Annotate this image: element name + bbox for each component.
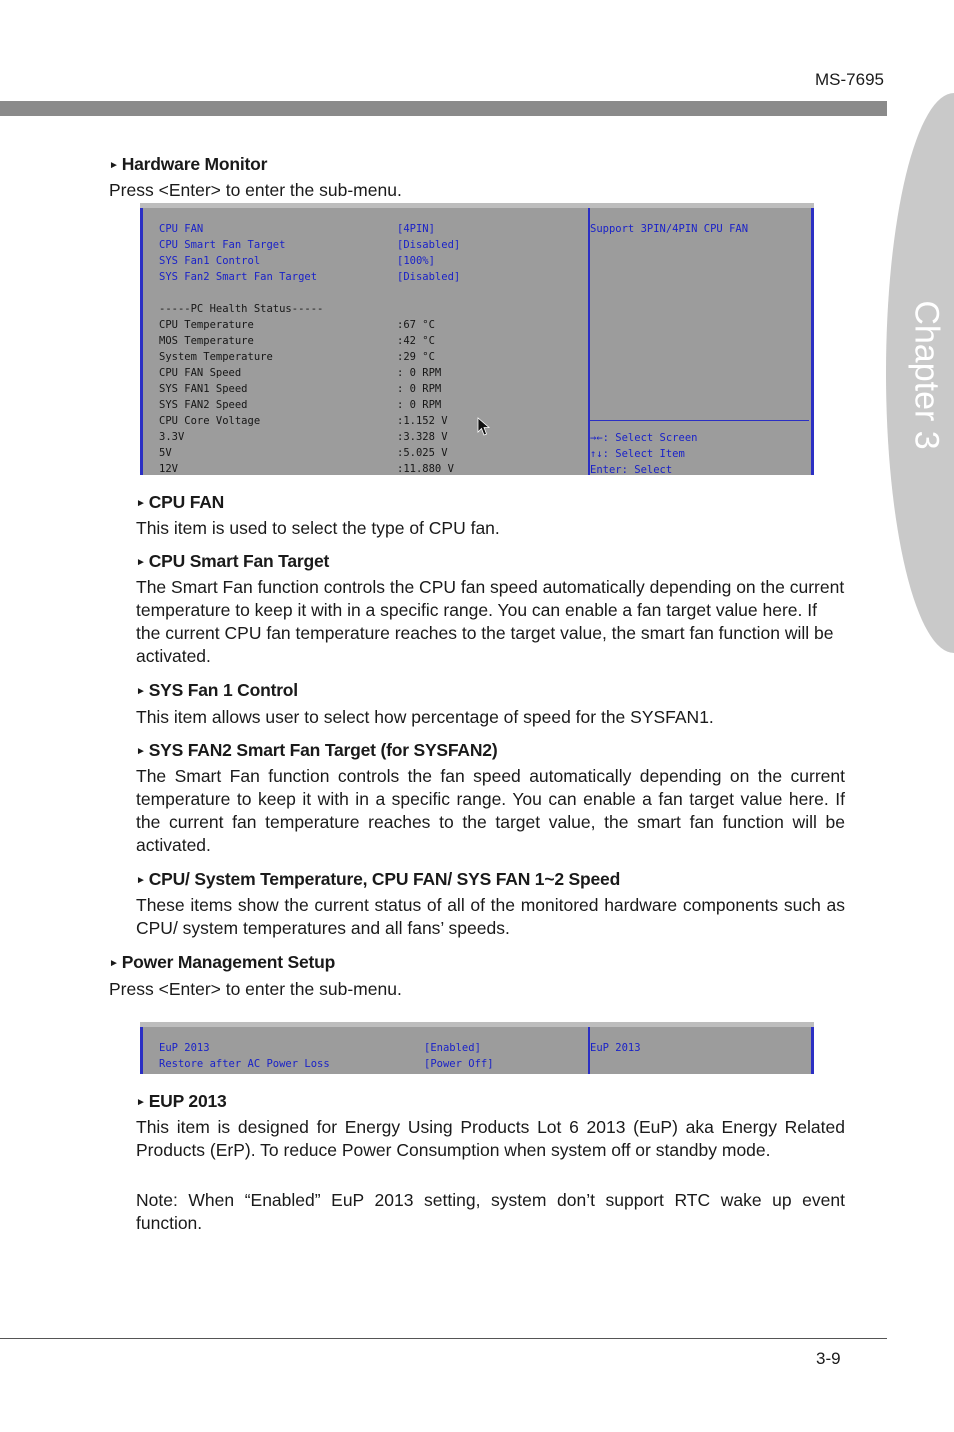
bios-status-value: :42 °C: [397, 335, 435, 347]
bullet-triangle-icon: ►: [136, 1097, 146, 1108]
bios-item-label[interactable]: CPU FAN: [159, 223, 204, 235]
bios-status-label: CPU Core Voltage: [159, 415, 261, 427]
bios-status-title: -----PC Health Status-----: [159, 303, 324, 315]
bios-help-divider: [590, 420, 809, 421]
bios-status-value: :3.328 V: [397, 431, 448, 443]
heading-hardware-monitor: ► Hardware Monitor: [109, 154, 268, 174]
bios-status-value: :11.880 V: [397, 463, 454, 475]
heading-cpu-smart-fan-target: ► CPU Smart Fan Target: [136, 551, 330, 571]
bios-power-help-pane: [590, 1027, 814, 1074]
header-bar: [0, 101, 887, 116]
bios-status-label: CPU FAN Speed: [159, 367, 242, 379]
bios-key-hint: Enter: Select: [590, 464, 673, 476]
bios-status-value: :5.025 V: [397, 447, 448, 459]
bullet-triangle-icon: ►: [136, 875, 146, 886]
bios-item-value[interactable]: [Disabled]: [397, 271, 461, 283]
bullet-triangle-icon: ►: [136, 686, 146, 697]
bios-status-label: 3.3V: [159, 431, 185, 443]
page-number: 3-9: [816, 1349, 841, 1368]
bullet-triangle-icon: ►: [136, 498, 146, 509]
bios-status-label: System Temperature: [159, 351, 273, 363]
sys-fan2-desc: The Smart Fan function controls the fan speed automatically depending on the current temperature to keep it with in a specific range. You can enable a fan target value here. If the current fan temperature reaches to the target value, the smart fan function will be activated.: [136, 766, 845, 855]
bullet-triangle-icon: ►: [136, 557, 146, 568]
bios-status-label: MOS Temperature: [159, 335, 254, 347]
bios-status-value: : 0 RPM: [397, 367, 442, 379]
bios-item-value[interactable]: [4PIN]: [397, 223, 435, 235]
bios-power-left-pane: [140, 1027, 590, 1074]
bios-status-value: :67 °C: [397, 319, 435, 331]
sys-fan1-desc: This item allows user to select how percentage of speed for the SYSFAN1.: [136, 707, 714, 727]
bios-power-management-screen: [140, 1022, 814, 1074]
bios-status-value: : 0 RPM: [397, 399, 442, 411]
bios-item-value[interactable]: [Disabled]: [397, 239, 461, 251]
bios-status-label: CPU Temperature: [159, 319, 254, 331]
bios-item-label[interactable]: EuP 2013: [159, 1042, 210, 1054]
bios-status-value: :29 °C: [397, 351, 435, 363]
bios-item-label[interactable]: SYS Fan1 Control: [159, 255, 261, 267]
power-management-desc: Press <Enter> to enter the sub-menu.: [109, 979, 402, 999]
chapter-tab-label: Chapter 3: [907, 300, 946, 450]
bios-status-value: :1.152 V: [397, 415, 448, 427]
bios-status-label: 5V: [159, 447, 172, 459]
cpu-fan-desc: This item is used to select the type of CPU fan.: [136, 518, 500, 538]
bios-status-label: SYS FAN2 Speed: [159, 399, 248, 411]
bios-hardware-monitor-screen: [140, 203, 814, 475]
bios-hw-left-pane: [140, 208, 590, 475]
eup-desc: This item is designed for Energy Using Products Lot 6 2013 (EuP) aka Energy Related Products (ErP). To reduce Power Consumption when system off or standby mode.: [136, 1117, 845, 1160]
heading-sys-fan2-target: ► SYS FAN2 Smart Fan Target (for SYSFAN2): [136, 740, 498, 760]
bullet-triangle-icon: ►: [109, 160, 119, 171]
bios-item-value[interactable]: [100%]: [397, 255, 435, 267]
bios-item-label[interactable]: SYS Fan2 Smart Fan Target: [159, 271, 318, 283]
bullet-triangle-icon: ►: [136, 746, 146, 757]
model-number: MS-7695: [815, 70, 884, 89]
bios-key-hint: →←: Select Screen: [590, 432, 698, 444]
eup-note: Note: When “Enabled” EuP 2013 setting, system don’t support RTC wake up event function.: [136, 1190, 845, 1233]
heading-temperature-speed: ► CPU/ System Temperature, CPU FAN/ SYS FAN 1~2 Speed: [136, 869, 621, 889]
heading-sys-fan1-control: ► SYS Fan 1 Control: [136, 680, 298, 700]
bios-help-text: Support 3PIN/4PIN CPU FAN: [590, 223, 749, 235]
bios-item-label[interactable]: Restore after AC Power Loss: [159, 1058, 330, 1070]
cpu-smart-fan-desc: The Smart Fan function controls the CPU fan speed automatically depending on the current temperature to keep it with in a specific range. You can enable a fan target value here. If the current CPU fan temperature reaches to the target value, the smart fan function will be activated.: [136, 577, 845, 666]
bios-item-value[interactable]: [Power Off]: [424, 1058, 494, 1070]
bios-item-label[interactable]: CPU Smart Fan Target: [159, 239, 286, 251]
heading-power-management: ► Power Management Setup: [109, 952, 336, 972]
status-desc: These items show the current status of all of the monitored hardware components such as CPU/ system temperatures and all fans’ speeds.: [136, 895, 845, 938]
bios-status-value: : 0 RPM: [397, 383, 442, 395]
bios-status-label: 12V: [159, 463, 178, 475]
heading-eup-2013: ► EUP 2013: [136, 1091, 227, 1111]
bullet-triangle-icon: ►: [109, 958, 119, 969]
bios-help-text: EuP 2013: [590, 1042, 641, 1054]
mouse-cursor-icon: [477, 417, 491, 437]
footer-rule: [0, 1338, 887, 1339]
heading-cpu-fan: ► CPU FAN: [136, 492, 225, 512]
bios-hw-help-pane: [590, 208, 814, 475]
bios-status-label: SYS FAN1 Speed: [159, 383, 248, 395]
bios-key-hint: ↑↓: Select Item: [590, 448, 685, 460]
hardware-monitor-desc: Press <Enter> to enter the sub-menu.: [109, 180, 402, 200]
bios-item-value[interactable]: [Enabled]: [424, 1042, 481, 1054]
